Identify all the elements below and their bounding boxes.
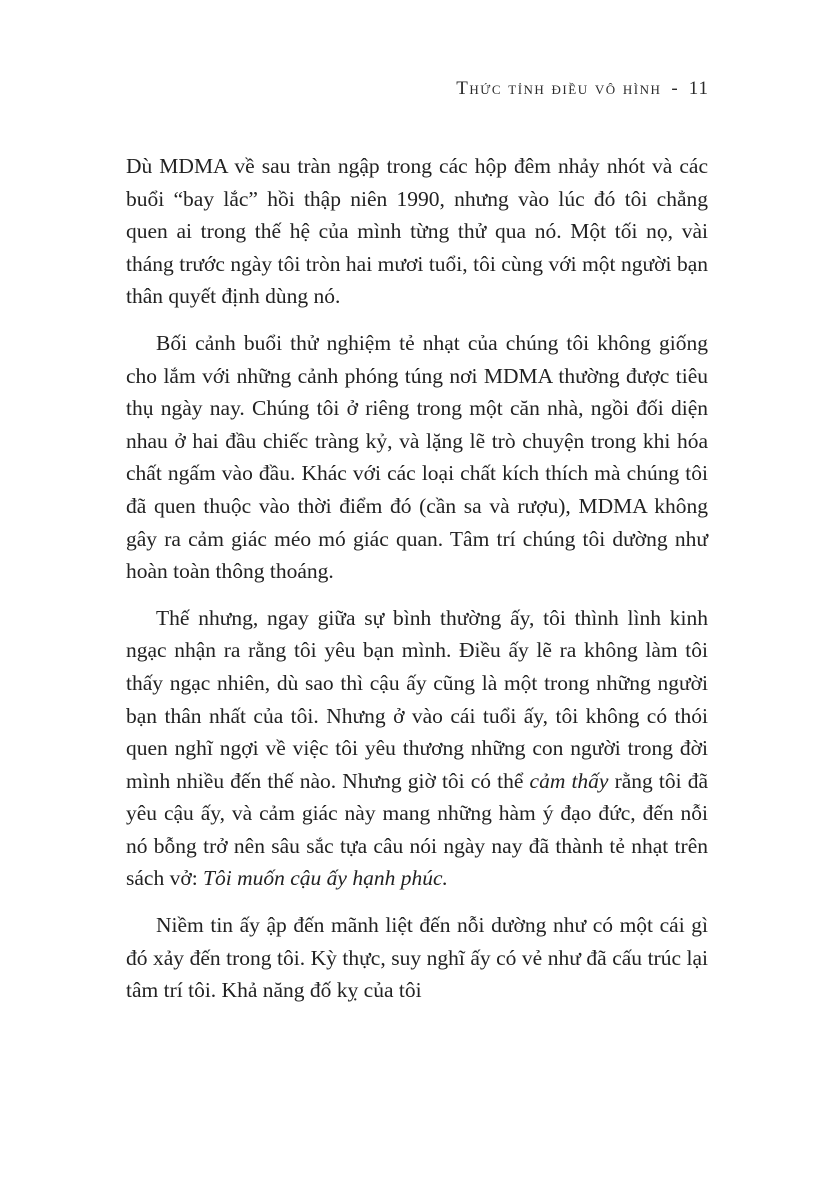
page-number: 11 xyxy=(688,78,709,99)
book-title: Thức tỉnh điều vô hình xyxy=(456,78,662,99)
paragraph-4: Niềm tin ấy ập đến mãnh liệt đến nỗi dường như có một cái gì đó xảy đến trong tôi. Kỳ thực, suy nghĩ ấy có vẻ như đã cấu trúc lại tâm trí tôi. Khả năng đố kỵ của tôi xyxy=(126,913,708,1003)
body-text xyxy=(126,150,708,1021)
header-separator: - xyxy=(671,78,679,99)
paragraph-3-emphasis-a: cảm thấy xyxy=(529,768,609,793)
paragraph-1: Dù MDMA về sau tràn ngập trong các hộp đêm nhảy nhót và các buổi “bay lắc” hồi thập niên 1990, nhưng vào lúc đó tôi chẳng quen ai trong thế hệ của mình từng thử qua nó. Một tối nọ, vài tháng trước ngày tôi tròn hai mươi tuổi, tôi cùng với một người bạn thân quyết định dùng nó. xyxy=(126,154,708,309)
running-header xyxy=(456,78,709,100)
paragraph-3 xyxy=(126,602,708,895)
paragraph-3-text-b: rằng tôi đã yêu cậu ấy, và cảm giác này mang những hàm ý đạo đức, đến nỗi nó bỗng trở nên sâu sắc tựa câu nói ngày nay đã thành tẻ nhạt trên sách vở: xyxy=(126,768,708,891)
paragraph-3-text-a: Thế nhưng, ngay giữa sự bình thường ấy, tôi thình lình kinh ngạc nhận ra rằng tôi yêu bạn mình. Điều ấy lẽ ra không làm tôi thấy ngạc nhiên, dù sao thì cậu ấy cũng là một trong những người bạn thân nhất của tôi. Nhưng ở vào cái tuổi ấy, tôi không có thói quen nghĩ ngợi về việc tôi yêu thương những con người trong đời mình nhiều đến thế nào. Nhưng giờ tôi có thể xyxy=(126,605,708,793)
paragraph-3-emphasis-b: Tôi muốn cậu ấy hạnh phúc. xyxy=(203,866,448,891)
paragraph-2: Bối cảnh buổi thử nghiệm tẻ nhạt của chúng tôi không giống cho lắm với những cảnh phóng túng nơi MDMA thường được tiêu thụ ngày nay. Chúng tôi ở riêng trong một căn nhà, ngồi đối diện nhau ở hai đầu chiếc tràng kỷ, và lặng lẽ trò chuyện trong khi hóa chất ngấm vào đầu. Khác với các loại chất kích thích mà chúng tôi đã quen thuộc vào thời điểm đó (cần sa và rượu), MDMA không gây ra cảm giác méo mó giác quan. Tâm trí chúng tôi dường như hoàn toàn thông thoáng. xyxy=(126,330,708,584)
